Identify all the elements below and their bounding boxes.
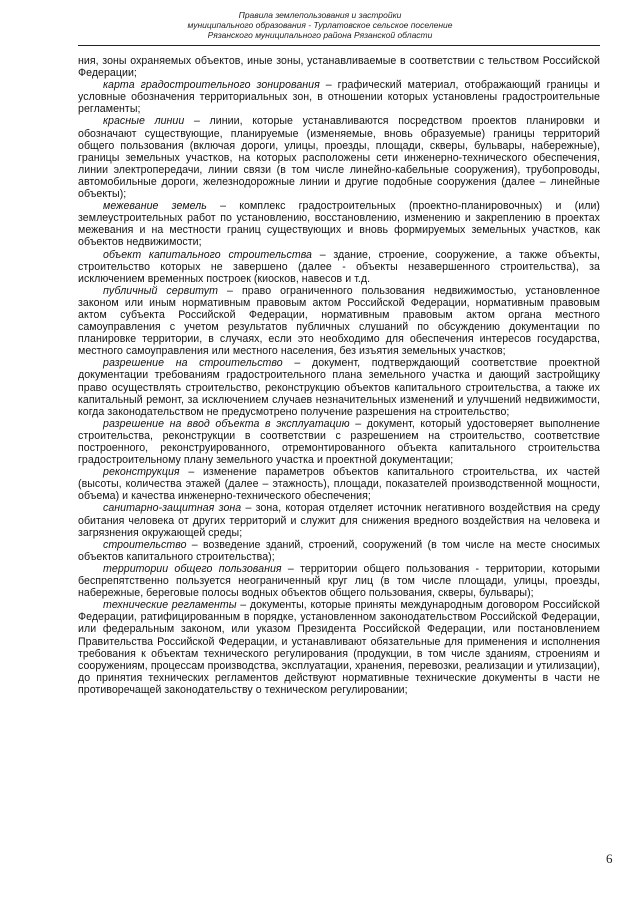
definition-term: красные линии xyxy=(103,115,185,128)
header-line-3: Рязанского муниципального района Рязанской области xyxy=(207,30,433,40)
definition-term: объект капитального строительства xyxy=(103,248,312,261)
definition-text: – линии, которые устанавливаются посредством проектов планировки и обозначают существующие, планируемые (изменяемые, вновь образуемые) границы территорий общего пользования (включая дороги, улицы, проезды, площади, скверы, бульвары, набережные), границы земельных участков, на которых расположены сети инженерно-технического обеспечения, линии электропередачи, линии связи (в том числе линейно-кабельные сооружения), трубопроводы, автомобильные дороги, железнодорожные линии и другие подобные сооружения (далее – линейные объекты); xyxy=(78,115,601,201)
definition-paragraph xyxy=(78,249,600,285)
page-header xyxy=(0,10,640,40)
document-body xyxy=(78,55,600,696)
definition-paragraph xyxy=(78,285,600,358)
definition-term: межевание земель xyxy=(103,200,207,213)
definition-text: – изменение параметров объектов капитального строительства, их частей (высоты, количества этажей (далее – этажность), площади, показателей производственной мощности, объема) и качества инженерно-технического обеспечения; xyxy=(78,466,600,503)
definition-text: – графический материал, отображающий границы и условные обозначения территориальных зон, в отношении которых установлены градостроительные регламенты; xyxy=(78,79,600,116)
definition-term: разрешение на ввод объекта в эксплуатацию xyxy=(103,417,350,430)
paragraph-text: ния, зоны охраняемых объектов, иные зоны, устанавливаемые в соответствии с тельством Российской Федерации; xyxy=(78,55,600,80)
definition-paragraph xyxy=(78,599,600,696)
definition-text: – территории общего пользования - территории, которыми беспрепятственно пользуется неограниченный круг лиц (в том числе площади, улицы, проезды, набережные, береговые полосы водных объектов общего пользования, скверы, бульвары); xyxy=(78,562,600,600)
definition-text: – документ, который удостоверяет выполнение строительства, реконструкции в соответствии с разрешением на строительство, соответствие построенного, реконструированного, отремонтированного объекта капитального строительства градостроительному плану земельного участка и проектной документации; xyxy=(78,417,600,467)
definition-paragraph xyxy=(78,502,600,538)
definition-text: – документ, подтверждающий соответствие проектной документации требованиям градостроительного плана земельного участка и дающий застройщику право осуществлять строительство, реконструкцию объектов капитального строительства, а также их капитальный ремонт, за исключением случаев незначительных изменений и улучшений недвижимости, когда законодательством не предусмотрено получение разрешения на строительство; xyxy=(78,357,601,418)
definition-paragraph xyxy=(78,418,600,466)
definition-term: разрешение на строительство xyxy=(103,357,283,370)
definition-term: публичный сервитут xyxy=(103,284,219,297)
definition-paragraph xyxy=(78,563,600,599)
definition-term: территории общего пользования xyxy=(103,562,282,575)
header-line-2: муниципального образования - Турлатовское сельское поселение xyxy=(187,20,453,30)
definition-paragraph xyxy=(78,200,600,248)
definition-term: технические регламенты xyxy=(103,599,237,612)
definition-paragraph xyxy=(78,115,600,200)
definition-text: – зона, которая отделяет источник негативного воздействия на среду обитания человека от других территорий и служит для снижения вредного воздействия на человека и загрязнения окружающей среды; xyxy=(78,502,600,539)
definition-paragraph xyxy=(78,79,600,115)
definition-term: реконструкция xyxy=(103,466,180,479)
definition-term: карта градостроительного зонирования xyxy=(103,79,320,92)
definition-text: – комплекс градостроительных (проектно-планировочных) и (или) землеустроительных работ по установлению, восстановлению, изменению и закреплению в проектах межевания и на местности границ существующих и вновь формируемых земельных участков, как объектов недвижимости; xyxy=(78,200,600,249)
definition-term: санитарно-защитная зона xyxy=(103,502,242,515)
page-number: 6 xyxy=(606,851,613,866)
definition-text: – возведение зданий, строений, сооружений (в том числе на месте сносимых объектов капитального строительства); xyxy=(78,538,600,563)
header-rule xyxy=(78,45,600,46)
definition-paragraph xyxy=(78,539,600,563)
definition-term: строительство xyxy=(103,538,187,551)
definition-text: – здание, строение, сооружение, а также объекты, строительство которых не завершено (далее - объекты незавершенного строительства), за исключением временных построек (киосков, навесов и т.д. xyxy=(78,248,600,285)
definition-text: – документы, которые приняты международным договором Российской Федерации, ратифицированным в порядке, установленном законодательством Российской Федерации, или федеральным законом, или указом Президента Российской Федерации, или постановлением Правительства Российской Федерации, и устанавливают обязательные для применения и исполнения требования к объектам технического регулирования (продукции, в том числе зданиям, строениям и сооружениям, процессам производства, эксплуатации, хранения, перевозки, реализации и утилизации), до принятия технических регламентов действуют нормативные технические документы в части не противоречащей законодательству о техническом регулировании; xyxy=(78,599,600,696)
definition-paragraph xyxy=(78,357,600,417)
definition-text: – право ограниченного пользования недвижимостью, установленное законом или иным нормативным правовым актом Российской Федерации, нормативным правовым актом субъекта Российской Федерации, нормативным правовым актом органа местного самоуправления с учетом результатов публичных слушаний по обсуждению документации по планировке территории, в случаях, если это необходимо для обеспечения интересов государства, местного самоуправления или местного населения, без изъятия земельных участков; xyxy=(78,284,600,358)
paragraph-continuation xyxy=(78,55,600,79)
definition-paragraph xyxy=(78,466,600,502)
header-line-1: Правила землепользования и застройки xyxy=(238,10,402,20)
